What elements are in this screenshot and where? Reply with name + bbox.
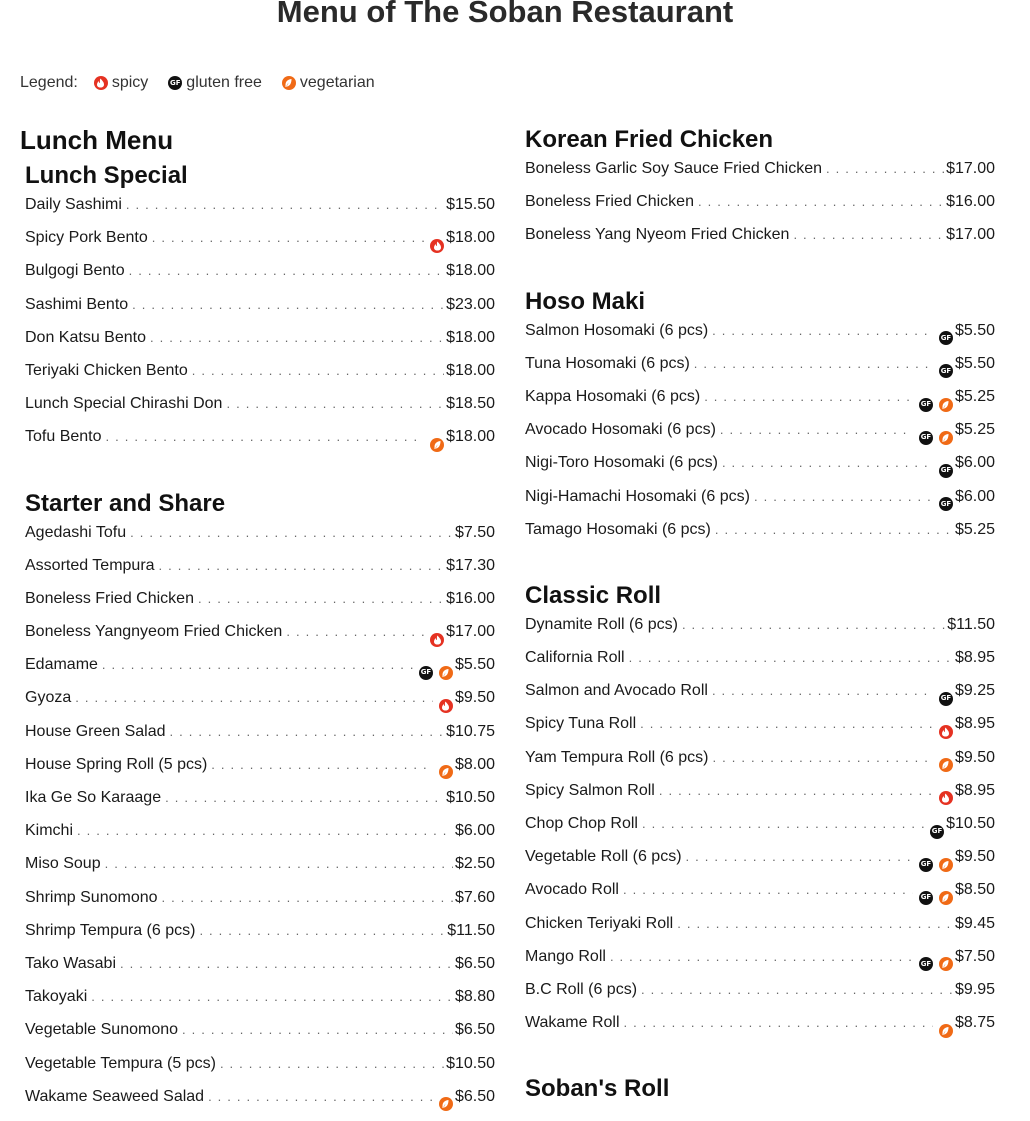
dot-leader <box>641 982 953 997</box>
menu-item-price: $9.50 <box>954 848 995 866</box>
menu-item-name: Wakame Roll <box>525 1014 620 1032</box>
menu-item-name: Wakame Seaweed Salad <box>25 1087 205 1105</box>
menu-item <box>25 955 495 988</box>
menu-item-name: Nigi-Toro Hosomaki (6 pcs) <box>525 454 718 472</box>
menu-item-price: $7.60 <box>454 888 495 906</box>
menu-item <box>25 196 495 229</box>
menu-item <box>525 649 995 682</box>
menu-item-icons <box>413 666 453 680</box>
section-spacer <box>525 1047 995 1071</box>
menu-item <box>25 1021 495 1054</box>
menu-title: Lunch Menu <box>20 125 174 155</box>
menu-item-price: $5.25 <box>954 421 995 439</box>
dot-leader <box>182 1022 453 1037</box>
dot-leader <box>120 956 453 971</box>
dot-leader <box>642 816 924 831</box>
dot-leader <box>704 389 913 404</box>
menu-item-name: Boneless Fried Chicken <box>25 589 194 607</box>
menu-item <box>525 881 995 914</box>
menu-item <box>525 355 995 388</box>
menu-item-price: $18.00 <box>446 361 495 379</box>
menu-item-icons <box>433 1097 453 1111</box>
menu-item-price: $11.50 <box>447 921 495 939</box>
menu-item-icons <box>933 497 953 511</box>
menu-item-name: Vegetable Sunomono <box>25 1021 179 1039</box>
dot-leader <box>754 489 933 504</box>
section-korean-fried-chicken <box>525 122 995 260</box>
legend-item-label: gluten free <box>186 74 262 91</box>
menu-item-price: $8.00 <box>454 755 495 773</box>
dot-leader <box>198 591 444 606</box>
menu-item-name: Dynamite Roll (6 pcs) <box>525 615 678 633</box>
menu-item-name: Tako Wasabi <box>25 954 116 972</box>
menu-item <box>525 322 995 355</box>
menu-item <box>25 296 495 329</box>
menu-item-name: Tofu Bento <box>25 428 102 446</box>
menu-item-icons <box>424 438 444 452</box>
menu-item-name: Nigi-Hamachi Hosomaki (6 pcs) <box>525 487 750 505</box>
section-soban-s-roll <box>525 1071 995 1109</box>
menu-item-name: Assorted Tempura <box>25 556 155 574</box>
spicy-icon <box>430 239 444 253</box>
legend <box>20 74 389 92</box>
menu-item <box>25 557 495 590</box>
menu-item-name: B.C Roll (6 pcs) <box>525 980 638 998</box>
menu-item-name: Boneless Yangnyeom Fried Chicken <box>25 623 283 641</box>
gluten-free-icon: GF <box>939 331 953 345</box>
section-spacer <box>20 462 495 486</box>
dot-leader <box>826 161 944 176</box>
menu-item-price: $5.50 <box>954 354 995 372</box>
menu-item <box>25 329 495 362</box>
dot-leader <box>682 617 945 632</box>
dot-leader <box>286 624 424 639</box>
dot-leader <box>698 194 944 209</box>
menu-item <box>25 855 495 888</box>
menu-item-price: $6.00 <box>954 487 995 505</box>
dot-leader <box>712 683 933 698</box>
menu-item <box>525 715 995 748</box>
dot-leader <box>75 690 433 705</box>
menu-item-name: Vegetable Tempura (5 pcs) <box>25 1054 216 1072</box>
menu-item-price: $16.00 <box>446 589 495 607</box>
legend-item-spicy <box>88 74 148 92</box>
menu-item-name: Lunch Special Chirashi Don <box>25 395 223 413</box>
menu-item <box>25 723 495 756</box>
menu-item <box>25 623 495 656</box>
menu-item-name: Salmon Hosomaki (6 pcs) <box>525 321 709 339</box>
section-lunch-special <box>20 158 495 462</box>
page-title: Menu of The Soban Restaurant <box>276 0 734 29</box>
dot-leader <box>102 657 413 672</box>
menu-item-name: California Roll <box>525 649 625 667</box>
vegetarian-icon <box>939 957 953 971</box>
menu-item <box>525 782 995 815</box>
legend-label: Legend: <box>20 74 78 91</box>
dot-leader <box>132 297 444 312</box>
menu-item-price: $18.50 <box>446 395 495 413</box>
gluten-free-icon: GF <box>930 825 944 839</box>
menu-item-name: Tuna Hosomaki (6 pcs) <box>525 354 690 372</box>
menu-item <box>25 756 495 789</box>
section-hoso-maki <box>525 284 995 554</box>
vegetarian-icon <box>939 758 953 772</box>
menu-item <box>25 395 495 428</box>
menu-item <box>525 682 995 715</box>
menu-item-price: $6.50 <box>454 954 495 972</box>
dot-leader <box>126 197 444 212</box>
left-sections <box>20 158 495 1121</box>
dot-leader <box>130 525 453 540</box>
vegetarian-icon <box>439 765 453 779</box>
section-spacer <box>525 260 995 284</box>
dot-leader <box>129 263 444 278</box>
menu-item <box>25 656 495 689</box>
menu-item <box>25 922 495 955</box>
section-title: Soban's Roll <box>525 1075 670 1103</box>
dot-leader <box>170 724 445 739</box>
menu-item <box>525 848 995 881</box>
menu-item <box>25 822 495 855</box>
menu-item-name: Mango Roll <box>525 947 606 965</box>
menu-item <box>25 229 495 262</box>
menu-item-price: $5.50 <box>954 321 995 339</box>
menu-item-price: $17.00 <box>946 226 995 244</box>
menu-item-price: $10.50 <box>446 789 495 806</box>
vegetarian-icon <box>282 76 296 90</box>
dot-leader <box>793 227 944 242</box>
vegetarian-icon <box>439 666 453 680</box>
spicy-icon <box>939 725 953 739</box>
menu-item-name: Takoyaki <box>25 988 88 1006</box>
dot-leader <box>610 949 913 964</box>
dot-leader <box>77 823 453 838</box>
menu-item <box>525 388 995 421</box>
dot-leader <box>199 923 445 938</box>
menu-item <box>525 948 995 981</box>
menu-item-name: Avocado Roll <box>525 881 619 899</box>
gluten-free-icon: GF <box>919 957 933 971</box>
menu-item-price: $9.50 <box>454 689 495 707</box>
menu-item-name: Shrimp Sunomono <box>25 888 158 906</box>
menu-item-price: $10.50 <box>446 1054 495 1072</box>
menu-item <box>25 988 495 1021</box>
menu-item-name: Yam Tempura Roll (6 pcs) <box>525 748 709 766</box>
menu-item-price: $9.95 <box>954 980 995 998</box>
menu-item-name: Boneless Garlic Soy Sauce Fried Chicken <box>525 160 823 177</box>
menu-item-price: $8.95 <box>954 715 995 733</box>
menu-item-icons <box>933 791 953 805</box>
menu-item <box>25 1055 495 1088</box>
spicy-icon <box>939 791 953 805</box>
menu-item-name: Edamame <box>25 656 98 674</box>
menu-item-name: Vegetable Roll (6 pcs) <box>525 848 682 866</box>
dot-leader <box>152 230 424 245</box>
gluten-free-icon: GF <box>919 858 933 872</box>
menu-item-price: $6.50 <box>454 1021 495 1039</box>
menu-item-price: $8.50 <box>954 881 995 899</box>
dot-leader <box>640 716 933 731</box>
menu-item-name: Spicy Salmon Roll <box>525 781 655 799</box>
menu-item <box>525 749 995 782</box>
menu-item <box>525 488 995 521</box>
menu-item-price: $10.50 <box>946 815 995 832</box>
menu-item-icons <box>933 464 953 478</box>
menu-item-price: $16.00 <box>946 193 995 211</box>
menu-item-icons <box>933 1024 953 1038</box>
gluten-free-icon: GF <box>939 497 953 511</box>
menu-item-name: Sashimi Bento <box>25 295 129 313</box>
menu-item <box>25 590 495 623</box>
menu-item <box>525 421 995 454</box>
menu-item-name: Chop Chop Roll <box>525 815 638 832</box>
menu-item-price: $18.00 <box>446 328 495 346</box>
legend-item-vegetarian <box>276 74 375 92</box>
menu-item-price: $8.75 <box>954 1014 995 1032</box>
dot-leader <box>208 1089 433 1104</box>
menu-item-name: Teriyaki Chicken Bento <box>25 361 188 379</box>
menu-item-name: Boneless Fried Chicken <box>525 193 694 211</box>
gluten-free-icon: GF <box>939 692 953 706</box>
legend-item-gluten-free <box>162 74 262 92</box>
vegetarian-icon <box>939 398 953 412</box>
menu-item-name: Avocado Hosomaki (6 pcs) <box>525 421 716 439</box>
gluten-free-icon: GF <box>919 398 933 412</box>
menu-item <box>25 689 495 722</box>
menu-item <box>25 362 495 395</box>
dot-leader <box>192 363 444 378</box>
dot-leader <box>159 558 445 573</box>
menu-item-icons <box>433 765 453 779</box>
menu-item-name: Spicy Pork Bento <box>25 229 148 247</box>
dot-leader <box>720 422 913 437</box>
menu-item <box>25 524 495 557</box>
menu-item-name: Shrimp Tempura (6 pcs) <box>25 921 196 939</box>
section-title: Hoso Maki <box>525 287 646 315</box>
menu-item-name: Miso Soup <box>25 855 101 873</box>
dot-leader <box>715 522 953 537</box>
menu-item-name: Gyoza <box>25 689 72 707</box>
menu-item <box>525 815 995 848</box>
menu-item <box>525 915 995 948</box>
menu-item-name: Agedashi Tofu <box>25 523 127 541</box>
menu-item-name: Ika Ge So Karaage <box>25 789 162 806</box>
dot-leader <box>105 856 453 871</box>
menu-item-price: $9.45 <box>954 914 995 932</box>
menu-item-price: $6.00 <box>454 822 495 840</box>
dot-leader <box>211 757 433 772</box>
menu-item-icons <box>913 891 953 905</box>
menu-item <box>25 1088 495 1121</box>
dot-leader <box>624 1015 933 1030</box>
spicy-icon <box>439 699 453 713</box>
dot-leader <box>677 916 953 931</box>
menu-item-name: Spicy Tuna Roll <box>525 715 637 733</box>
menu-item-icons <box>913 431 953 445</box>
menu-item-name: Bulgogi Bento <box>25 262 125 280</box>
menu-item-price: $5.50 <box>454 656 495 674</box>
spicy-icon <box>94 76 108 90</box>
menu-item-icons <box>933 331 953 345</box>
menu-item <box>25 262 495 295</box>
dot-leader <box>226 396 444 411</box>
menu-item-price: $9.25 <box>954 682 995 700</box>
dot-leader <box>162 890 453 905</box>
menu-item-price: $11.50 <box>947 615 995 633</box>
menu-item <box>25 889 495 922</box>
dot-leader <box>686 849 913 864</box>
menu-item-icons <box>924 825 944 839</box>
menu-item-name: Boneless Yang Nyeom Fried Chicken <box>525 226 790 244</box>
menu-item <box>25 428 495 461</box>
menu-item-price: $17.00 <box>446 623 495 641</box>
menu-item-icons <box>913 398 953 412</box>
gluten-free-icon: GF <box>919 891 933 905</box>
vegetarian-icon <box>939 1024 953 1038</box>
dot-leader <box>722 455 933 470</box>
gluten-free-icon: GF <box>939 364 953 378</box>
section-title: Classic Roll <box>525 581 662 609</box>
vegetarian-icon <box>439 1097 453 1111</box>
dot-leader <box>712 323 933 338</box>
gluten-free-icon: GF <box>168 76 182 90</box>
menu-item-price: $17.00 <box>946 160 995 177</box>
menu-item <box>525 193 995 226</box>
menu-item-icons <box>933 725 953 739</box>
menu-item-name: Don Katsu Bento <box>25 328 146 346</box>
section-title: Starter and Share <box>25 489 226 517</box>
dot-leader <box>659 783 933 798</box>
menu-item-name: Chicken Teriyaki Roll <box>525 914 674 932</box>
left-column <box>20 122 495 1121</box>
dot-leader <box>623 882 913 897</box>
menu-item-name: Kappa Hosomaki (6 pcs) <box>525 387 701 405</box>
menu-item-name: House Green Salad <box>25 722 166 740</box>
dot-leader <box>150 330 444 345</box>
menu-item-name: House Spring Roll (5 pcs) <box>25 755 208 773</box>
dot-leader <box>220 1056 444 1071</box>
vegetarian-icon <box>430 438 444 452</box>
menu-item-icons <box>424 239 444 253</box>
dot-leader <box>91 989 453 1004</box>
dot-leader <box>165 790 444 805</box>
dot-leader <box>694 356 933 371</box>
section-title: Korean Fried Chicken <box>525 126 774 153</box>
right-sections <box>525 122 995 1109</box>
spicy-icon <box>430 633 444 647</box>
menu-item-icons <box>433 699 453 713</box>
menu-item-icons <box>933 758 953 772</box>
dot-leader <box>629 650 953 665</box>
menu-item-price: $8.95 <box>954 649 995 667</box>
menu-item-icons <box>913 858 953 872</box>
vegetarian-icon <box>939 431 953 445</box>
dot-leader <box>712 750 932 765</box>
section-classic-roll <box>525 578 995 1047</box>
menu-item-price: $23.00 <box>446 295 495 313</box>
menu-item-icons <box>933 692 953 706</box>
menu-item-price: $5.25 <box>954 387 995 405</box>
menu-item-price: $7.50 <box>954 947 995 965</box>
gluten-free-icon: GF <box>419 666 433 680</box>
menu-item-price: $6.50 <box>454 1087 495 1105</box>
menu-item-price: $8.80 <box>454 988 495 1006</box>
menu-item <box>525 616 995 649</box>
menu-item-price: $10.75 <box>446 722 495 740</box>
dot-leader <box>106 429 425 444</box>
menu-item <box>25 789 495 822</box>
menu-item-price: $15.50 <box>446 196 495 213</box>
section-starter-and-share <box>20 486 495 1121</box>
menu-item-name: Kimchi <box>25 822 74 840</box>
menu-item <box>525 160 995 193</box>
menu-item-price: $18.00 <box>446 262 495 280</box>
menu-item-name: Daily Sashimi <box>25 196 122 213</box>
legend-item-label: spicy <box>111 74 149 91</box>
menu-item-icons <box>933 364 953 378</box>
menu-item-name: Tamago Hosomaki (6 pcs) <box>525 520 711 538</box>
menu-item-price: $8.95 <box>954 781 995 799</box>
menu-item-price: $17.30 <box>446 556 495 574</box>
section-title: Lunch Special <box>25 162 188 189</box>
vegetarian-icon <box>939 858 953 872</box>
menu-item <box>525 981 995 1014</box>
menu-item-price: $18.00 <box>446 229 495 247</box>
vegetarian-icon <box>939 891 953 905</box>
menu-item <box>525 521 995 554</box>
right-column <box>525 122 995 1109</box>
menu-item-price: $5.25 <box>954 520 995 538</box>
gluten-free-icon: GF <box>919 431 933 445</box>
section-spacer <box>525 554 995 578</box>
menu-item-icons <box>913 957 953 971</box>
menu-item-name: Salmon and Avocado Roll <box>525 682 708 700</box>
menu-item <box>525 1014 995 1047</box>
legend-item-label: vegetarian <box>299 74 375 91</box>
menu-item-price: $6.00 <box>954 454 995 472</box>
menu-item-price: $18.00 <box>446 428 495 446</box>
menu-item <box>525 226 995 259</box>
menu-item-price: $7.50 <box>454 523 495 541</box>
gluten-free-icon: GF <box>939 464 953 478</box>
menu-item <box>525 454 995 487</box>
menu-item-price: $2.50 <box>454 855 495 873</box>
menu-item-price: $9.50 <box>954 748 995 766</box>
menu-item-icons <box>424 633 444 647</box>
